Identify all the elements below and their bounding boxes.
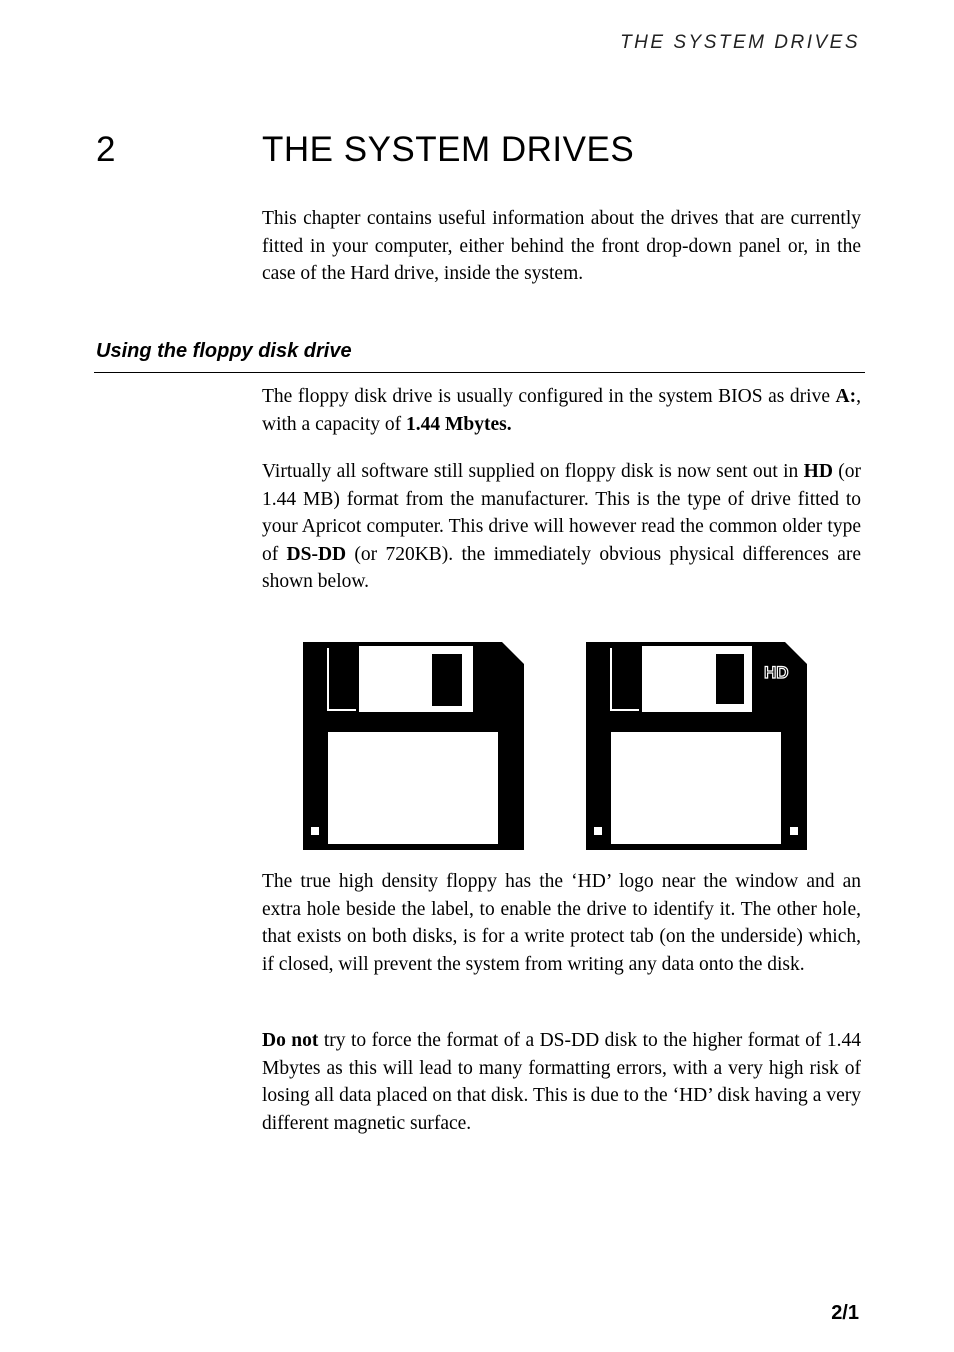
hd-logo: HD (764, 663, 789, 682)
paragraph-drive-config: The floppy disk drive is usually configured in the system BIOS as drive A:, with a capacity of 1.44 Mbytes. (262, 386, 861, 435)
running-header: THE SYSTEM DRIVES (620, 32, 860, 53)
warning-emphasis: Do not (262, 1030, 319, 1051)
paragraph-hd-format: Virtually all software still supplied on floppy disk is now sent out in HD (or 1.44 MB) format from the manufacturer. This is the type of drive fitted to your Apricot computer. This drive will however read the common older type of DS-DD (or 720KB). the immediately obvious physical differences are shown below. (262, 461, 861, 592)
capacity-value: 1.44 Mbytes. (406, 413, 512, 435)
paragraph-warning: Do not try to force the format of a DS-DD disk to the higher format of 1.44 Mbytes as this will lead to many formatting errors, with a very high risk of losing all data placed on that disk. This is due to the ‘HD’ disk having a very different magnetic surface. (262, 1030, 861, 1134)
ds-dd-floppy-illustration (303, 642, 524, 850)
write-protect-hole (594, 827, 602, 835)
section-heading: Using the floppy disk drive (96, 340, 352, 362)
hd-term: HD (803, 461, 833, 482)
dsdd-term: DS-DD (286, 543, 347, 565)
chapter-number: 2 (96, 130, 116, 169)
write-protect-hole (311, 827, 319, 835)
chapter-title: THE SYSTEM DRIVES (262, 130, 635, 169)
intro-paragraph: This chapter contains useful information about the drives that are currently fitted in your computer, either behind the front drop-down panel or, in the case of the Hard drive, inside the system. (262, 208, 861, 284)
section-rule (94, 372, 865, 373)
paragraph-hd-logo: The true high density floppy has the ‘HD’ logo near the window and an extra hole beside the label, to enable the drive to identify it. The other hole, that exists on both disks, is for a write protect tab (on the underside) which, if closed, will prevent the system from writing any data onto the disk. (262, 871, 861, 975)
hd-density-hole (790, 827, 798, 835)
hd-floppy-illustration (586, 642, 807, 850)
page-number: 2/1 (831, 1302, 859, 1324)
drive-letter: A: (835, 386, 857, 407)
